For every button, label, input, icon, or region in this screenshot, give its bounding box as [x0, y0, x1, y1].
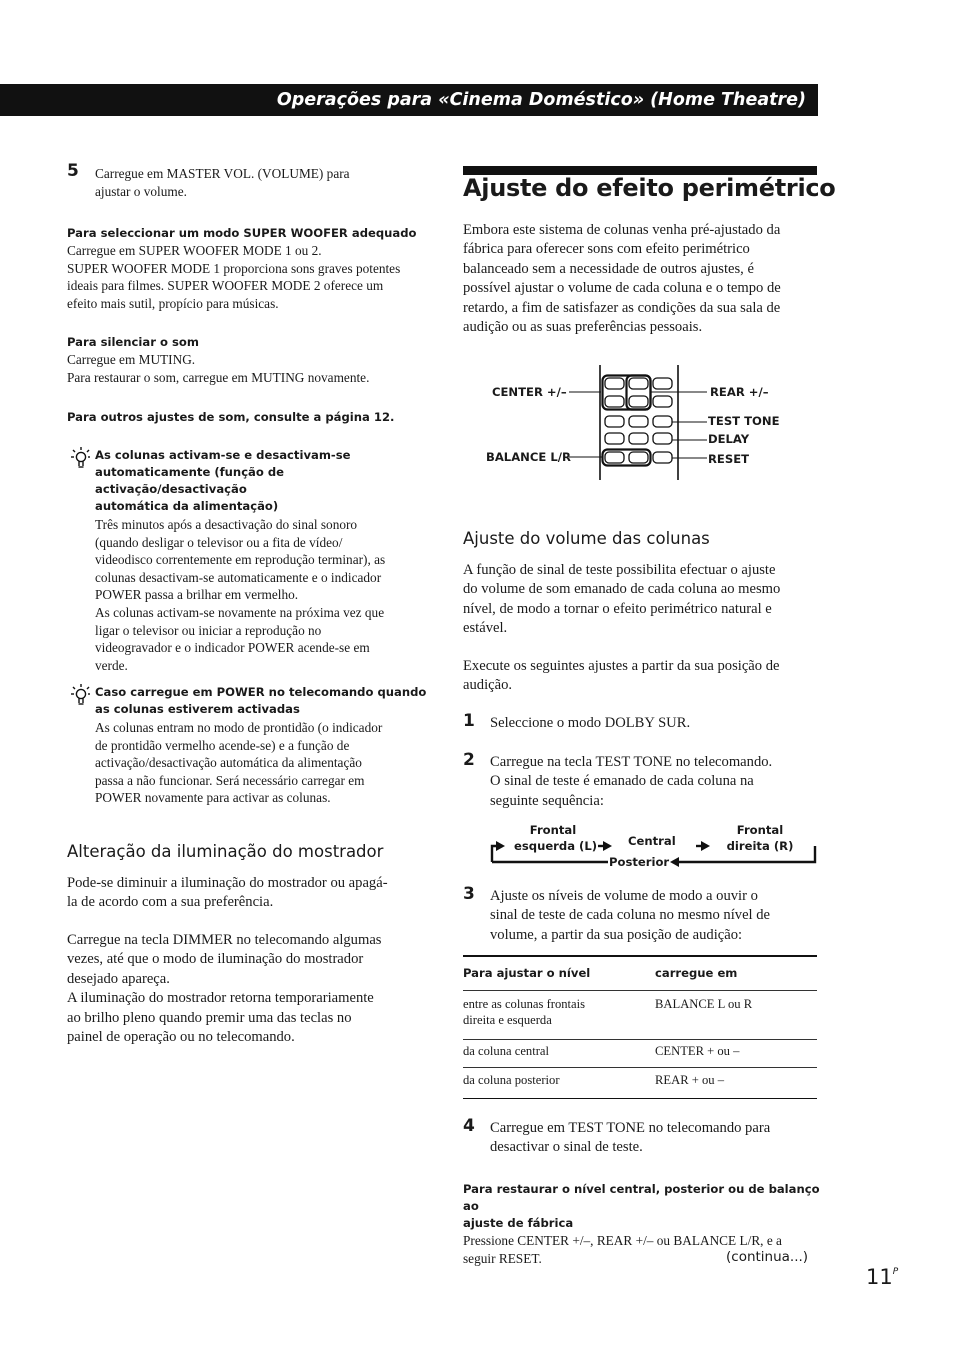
test-tone-paragraph: A função de sinal de teste possibilita efectuar o ajuste do volume de som emanado de cada coluna ao mesmo nível, de modo a tornar o efeito perimétrico natural e estável.	[463, 562, 781, 637]
table-row: da coluna central CENTER + ou –	[463, 1044, 740, 1058]
muting-section: Para silenciar o som Carregue em MUTING. Para restaurar o som, carregue em MUTING novamente.	[67, 334, 437, 386]
table-row: da coluna posterior REAR + ou –	[463, 1073, 725, 1087]
step-1-text: Seleccione o modo DOLBY SUR.	[490, 715, 691, 731]
section-header-bar	[0, 84, 818, 116]
table-row: entre as colunas frontais direita e esquerda BALANCE L ou R	[463, 997, 753, 1027]
label-delay: DELAY	[708, 432, 750, 446]
seq-center: Central	[628, 834, 676, 848]
lightbulb-tip-icon	[70, 683, 90, 707]
level-adjust-table	[463, 955, 817, 1099]
intro-paragraph: Embora este sistema de colunas venha pré-ajustado da fábrica para oferecer sons com efeito perimétrico balanceado sem a necessidade de outros ajustes, é possível ajustar o volume de cada coluna e o tempo de retardo, a fim de satisfazer as condições da sua sala de audição ou as suas preferências pessoais.	[463, 222, 781, 336]
table-header-col1: Para ajustar o nível	[463, 966, 591, 980]
seq-rear: Posterior	[609, 855, 670, 869]
muting-heading: Para silenciar o som	[67, 335, 199, 349]
step-5-text: Carregue em MASTER VOL. (VOLUME) para ajustar o volume.	[95, 166, 350, 199]
table-header-col2: carregue em	[655, 966, 738, 980]
step-4-text: Carregue em TEST TONE no telecomando para desactivar o sinal de teste.	[490, 1120, 771, 1156]
lightbulb-tip-icon	[70, 446, 90, 470]
seq-front-left: Frontal esquerda (L)	[514, 823, 598, 853]
restore-factory-section: Para restaurar o nível central, posterior ou de balanço ao ajuste de fábrica Pressione CENTER +/–, REAR +/– ou BALANCE L/R, e a seguir RESET.	[463, 1182, 820, 1266]
label-balance: BALANCE L/R	[486, 450, 571, 464]
seq-front-right: Frontal direita (R)	[726, 823, 794, 853]
label-test-tone: TEST TONE	[708, 414, 780, 428]
listening-position-paragraph: Execute os seguintes ajustes a partir da sua posição de audição.	[463, 658, 780, 694]
step-3-text: Ajuste os níveis de volume de modo a ouvir o sinal de teste de cada coluna no mesmo nível de volume, a partir da sua posição de audição:	[490, 888, 771, 943]
continued-note: (continua...)	[726, 1249, 809, 1265]
super-woofer-section: Para seleccionar um modo SUPER WOOFER adequado Carregue em SUPER WOOFER MODE 1 ou 2. SUPER WOOFER MODE 1 proporciona sons graves potentes ideais para filmes. SUPER WOOFER MODE 2 oferece um efeito mais sutil, propício para músicas.	[67, 225, 437, 312]
dimmer-intro: Pode-se diminuir a iluminação do mostrador ou apagá- la de acordo com a sua preferência.	[67, 875, 388, 911]
step-2-number: 2	[463, 750, 475, 770]
tip-power-button: Caso carregue em POWER no telecomando quando as colunas estiverem activadas As colunas entram no modo de prontidão (o indicador de prontidão vermelho acende-se) e a função de activação/desactivação automática da alimentação passa a não funcionar. Será necessário carregar em POWER novamente para activar as colunas.	[95, 685, 427, 806]
page-title: Ajuste do efeito perimétrico	[463, 174, 836, 202]
dimmer-section-title: Alteração da iluminação do mostrador	[67, 842, 384, 861]
tip-auto-power: As colunas activam-se e desactivam-se automaticamente (função de activação/desactivação automática da alimentação) Três minutos após a desactivação do sinal sonoro (quando desligar o televisor ou a fita de vídeo/ videodisco correntemente em reprodução terminar), as colunas desactivam-se automaticamente e o indicador POWER passa a brilhar em vermelho. As colunas activam-se novamente na próxima vez que ligar o televisor ou iniciar a reprodução no videogravador e o indicador POWER acende-se em verde.	[95, 448, 386, 673]
super-woofer-heading: Para seleccionar um modo SUPER WOOFER adequado	[67, 226, 417, 240]
step-3-number: 3	[463, 884, 475, 904]
section-header-title: Operações para «Cinema Doméstico» (Home Theatre)	[276, 90, 806, 110]
step-4-number: 4	[463, 1116, 475, 1136]
other-adjust-note: Para outros ajustes de som, consulte a página 12.	[67, 410, 395, 424]
label-center: CENTER +/–	[492, 385, 567, 399]
table-header-row	[463, 957, 817, 990]
step-5-number: 5	[67, 161, 79, 181]
step-2-text: Carregue na tecla TEST TONE no telecomando. O sinal de teste é emanado de cada coluna na seguinte sequência:	[490, 754, 773, 809]
speaker-volume-subtitle: Ajuste do volume das colunas	[463, 529, 710, 548]
label-rear: REAR +/–	[710, 385, 769, 399]
step-1-number: 1	[463, 711, 475, 731]
page-number: $11^P$	[866, 1265, 899, 1289]
label-reset: RESET	[708, 452, 750, 466]
dimmer-instructions: Carregue na tecla DIMMER no telecomando algumas vezes, até que o modo de iluminação do mostrador desejado apareça. A iluminação do mostrador retorna temporariamente ao brilho pleno quando premir uma das teclas no painel de operação ou no telecomando.	[67, 932, 382, 1046]
